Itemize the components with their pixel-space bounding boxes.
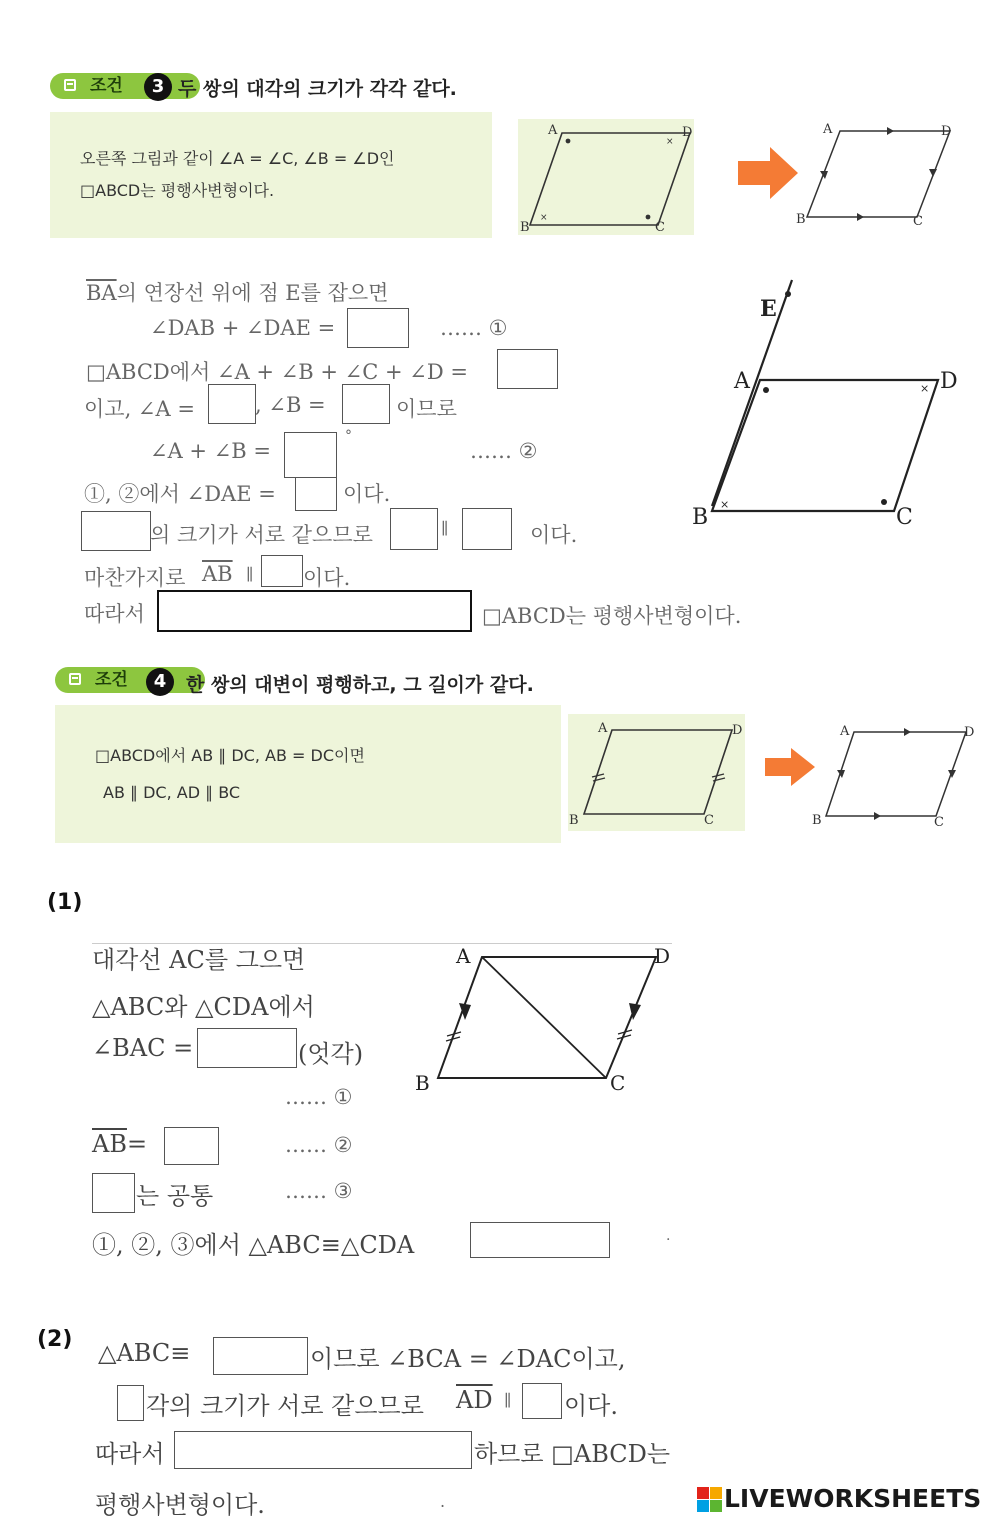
parallel-symbol: ∥ — [504, 1391, 512, 1410]
proof3-line3: □ABCD에서 ∠A + ∠B + ∠C + ∠D = — [86, 360, 468, 384]
part2-line1a: △ABC≡ — [98, 1339, 191, 1367]
answer-box-angle-sum[interactable] — [497, 349, 558, 389]
part2-label: (2) — [37, 1327, 73, 1352]
answer-box-bac[interactable] — [197, 1028, 297, 1068]
part1-ref2: …… ② — [285, 1133, 353, 1157]
answer-box-congruent-triangle[interactable] — [213, 1337, 308, 1375]
answer-box-parallel-ab[interactable] — [261, 555, 303, 587]
part1-figure — [410, 940, 680, 1100]
parallel-arrow-right — [948, 770, 956, 778]
angle-mark-b: × — [540, 213, 548, 223]
right-arrow-icon — [765, 748, 815, 786]
proof3-line8a: 마찬가지로 — [84, 566, 186, 590]
parallel-arrow-top — [887, 127, 894, 135]
condition-text-4-line1: □ABCD에서 AB ∥ DC, AB = DC이면 — [95, 746, 365, 765]
angle-mark-a — [566, 139, 571, 144]
proof3-line4b: , ∠B = — [255, 393, 326, 417]
answer-input[interactable] — [463, 509, 511, 549]
proof3-figure — [690, 280, 960, 530]
answer-box-congruence[interactable] — [470, 1222, 610, 1258]
proof3-line9a: 따라서 — [84, 602, 145, 626]
point-label-b: B — [415, 1071, 430, 1095]
answer-input[interactable] — [498, 350, 557, 388]
answer-input[interactable] — [296, 478, 336, 510]
segment-ab: $\overline{AB}$ — [92, 1130, 127, 1158]
parallelogram-shape — [584, 730, 732, 814]
point-label-d: D — [732, 723, 743, 738]
point-label-d: D — [940, 369, 958, 394]
part1-line3b: (엇각) — [298, 1040, 364, 1068]
proof3-line7c: 이다. — [530, 523, 578, 547]
condition-tag-4 — [55, 667, 205, 693]
proof3-line5: ∠A + ∠B = — [150, 439, 272, 463]
liveworksheets-logo: LIVEWORKSHEETS — [724, 1484, 982, 1513]
parallel-figure-4 — [810, 718, 985, 833]
part1-line5: 는 공통 — [136, 1182, 214, 1210]
answer-input[interactable] — [118, 1386, 143, 1420]
segment-ab — [202, 562, 233, 586]
trailing-dot: . — [440, 1492, 446, 1511]
point-e — [785, 291, 791, 297]
proof3-line4c: 이므로 — [396, 397, 457, 421]
answer-input[interactable] — [471, 1223, 609, 1257]
answer-input[interactable] — [348, 309, 408, 347]
proof3-line9b: □ABCD는 평행사변형이다. — [482, 604, 742, 628]
proof3-ref1: …… ① — [440, 316, 508, 340]
part2-line4: 평행사변형이다. — [95, 1491, 265, 1519]
answer-input[interactable] — [391, 509, 437, 549]
answer-box-common[interactable] — [92, 1173, 135, 1213]
answer-input[interactable] — [165, 1128, 218, 1164]
parallel-symbol: ∥ — [246, 565, 254, 584]
degree-sign: ° — [345, 428, 352, 444]
point-label-b: B — [692, 505, 709, 530]
parallel-arrow-left — [820, 171, 828, 179]
point-label-a: A — [598, 721, 608, 736]
proof3-line6a: ①, ②에서 ∠DAE = — [84, 482, 276, 506]
note-icon — [69, 673, 81, 685]
liveworksheets-logo-icon — [697, 1487, 723, 1513]
parallelogram-shape — [826, 732, 966, 816]
answer-input[interactable] — [285, 433, 336, 477]
point-label-c: C — [934, 815, 944, 830]
parallelogram-figure-3 — [518, 119, 694, 235]
part1-line4 — [92, 1130, 147, 1158]
parallel-figure-3 — [795, 119, 965, 235]
parallelogram-shape — [438, 957, 656, 1078]
angle-mark-d: × — [666, 137, 674, 147]
answer-input[interactable] — [93, 1174, 134, 1212]
segment-ad — [456, 1386, 493, 1414]
angle-mark-c — [881, 499, 887, 505]
angle-mark-c — [646, 215, 651, 220]
part2-line2c: 이다. — [564, 1392, 618, 1420]
point-label-e: E — [760, 296, 777, 322]
point-label-b: B — [812, 813, 822, 828]
point-label-b: B — [520, 220, 530, 235]
answer-input[interactable] — [523, 1384, 561, 1418]
point-label-d: D — [941, 124, 952, 139]
note-icon — [64, 79, 76, 91]
condition-panel-4 — [55, 705, 561, 843]
part2-line3b: 하므로 □ABCD는 — [474, 1440, 671, 1468]
answer-input[interactable] — [262, 556, 302, 586]
answer-input[interactable] — [214, 1338, 307, 1374]
segment-ad-text: $\overline{AD}$ — [456, 1386, 493, 1414]
condition-text-3-line1: 오른쪽 그림과 같이 ∠A = ∠C, ∠B = ∠D인 — [80, 149, 395, 168]
right-arrow-icon — [738, 147, 798, 199]
angle-mark-d: × — [920, 382, 930, 395]
answer-box-angle-a[interactable] — [208, 384, 256, 424]
answer-box-ab[interactable] — [164, 1127, 219, 1165]
point-label-d: D — [682, 125, 693, 140]
trailing-dot: . — [666, 1228, 671, 1244]
point-label-a: A — [734, 369, 750, 394]
parallel-arrow-top — [904, 728, 911, 736]
answer-input[interactable] — [209, 385, 255, 423]
proof3-line2: ∠DAB + ∠DAE = — [150, 316, 336, 340]
part2-line1b: 이므로 ∠BCA = ∠DAC이고, — [310, 1345, 626, 1373]
diagonal-ac — [482, 957, 606, 1078]
condition-number-4: 4 — [146, 668, 174, 696]
proof3-line4a: 이고, ∠A = — [84, 397, 195, 421]
angle-mark-b: × — [720, 498, 730, 511]
segment-ab-text: $\overline{AB}$ — [202, 562, 233, 586]
point-label-b: B — [796, 212, 806, 227]
part2-line2a: 각의 크기가 서로 같으므로 — [146, 1392, 424, 1420]
parallelogram-shape — [807, 131, 950, 217]
parallelogram-figure-4 — [568, 714, 745, 831]
proof3-line6b: 이다. — [343, 482, 391, 506]
answer-box-angle-name[interactable] — [81, 511, 151, 551]
answer-box-dae[interactable] — [295, 477, 337, 511]
condition-heading-3: 두 쌍의 대각의 크기가 각각 같다. — [178, 78, 457, 100]
answer-box-parallel-right[interactable] — [462, 508, 512, 550]
answer-box-conclusion[interactable] — [157, 590, 472, 632]
answer-box-reason[interactable] — [174, 1431, 472, 1469]
answer-box-parallel-left[interactable] — [390, 508, 438, 550]
answer-input[interactable] — [343, 385, 389, 423]
answer-input[interactable] — [198, 1029, 296, 1067]
segment-ba: $\overline{BA}$ — [86, 281, 117, 305]
answer-box-angle-type[interactable] — [117, 1385, 144, 1421]
parallel-arrow-bottom — [857, 213, 864, 221]
condition-tag-label: 조건 — [95, 670, 128, 690]
parallel-arrow-bottom — [874, 812, 881, 820]
proof3-ref2: …… ② — [470, 439, 538, 463]
parallelogram-shape — [712, 380, 938, 511]
point-label-c: C — [610, 1071, 626, 1095]
part1-ref3: …… ③ — [285, 1179, 353, 1203]
point-label-c: C — [655, 220, 665, 235]
parallel-arrow-left — [837, 770, 845, 778]
part1-line1: 대각선 AC를 그으면 — [92, 946, 306, 974]
proof3-line7a: 의 크기가 서로 같으므로 — [150, 523, 373, 547]
answer-input[interactable] — [175, 1432, 471, 1468]
answer-input[interactable] — [159, 592, 470, 630]
answer-box-angle-b[interactable] — [342, 384, 390, 424]
proof3-line8c: 이다. — [303, 566, 351, 590]
condition-text-4-line2: AB ∥ DC, AD ∥ BC — [103, 783, 241, 802]
part2-line3a: 따라서 — [95, 1440, 165, 1468]
proof3-line1 — [86, 277, 388, 307]
point-label-c: C — [913, 214, 923, 229]
proof3-line1-text: 의 연장선 위에 점 E를 잡으면 — [116, 281, 389, 305]
parallel-arrow-right — [929, 169, 937, 177]
angle-mark-a — [763, 387, 769, 393]
point-label-c: C — [704, 813, 714, 828]
point-label-b: B — [569, 813, 579, 828]
extension-line-be — [712, 280, 792, 506]
answer-box-a-plus-b[interactable] — [284, 432, 337, 478]
condition-text-3-line2: □ABCD는 평행사변형이다. — [80, 181, 275, 200]
answer-input[interactable] — [82, 512, 150, 550]
point-label-a: A — [456, 944, 471, 968]
part1-line3: ∠BAC = — [92, 1034, 194, 1062]
point-label-d: D — [964, 725, 975, 740]
condition-number-3: 3 — [144, 73, 172, 101]
condition-heading-4: 한 쌍의 대변이 평행하고, 그 길이가 같다. — [186, 674, 534, 696]
answer-box-parallel-side[interactable] — [522, 1383, 562, 1419]
point-label-a: A — [548, 123, 558, 138]
point-label-a: A — [840, 724, 850, 739]
part1-ref1: …… ① — [285, 1085, 353, 1109]
part1-line6: ①, ②, ③에서 △ABC≡△CDA — [92, 1231, 415, 1259]
answer-box-dab-dae[interactable] — [347, 308, 409, 348]
parallel-symbol: ∥ — [441, 519, 449, 538]
equals-sign: = — [126, 1130, 148, 1158]
point-label-d: D — [654, 944, 671, 968]
point-label-a: A — [823, 122, 833, 137]
condition-tag-label: 조건 — [90, 76, 123, 96]
part1-line2: △ABC와 △CDA에서 — [92, 993, 315, 1021]
part1-label: (1) — [47, 890, 83, 915]
point-label-c: C — [896, 505, 913, 530]
